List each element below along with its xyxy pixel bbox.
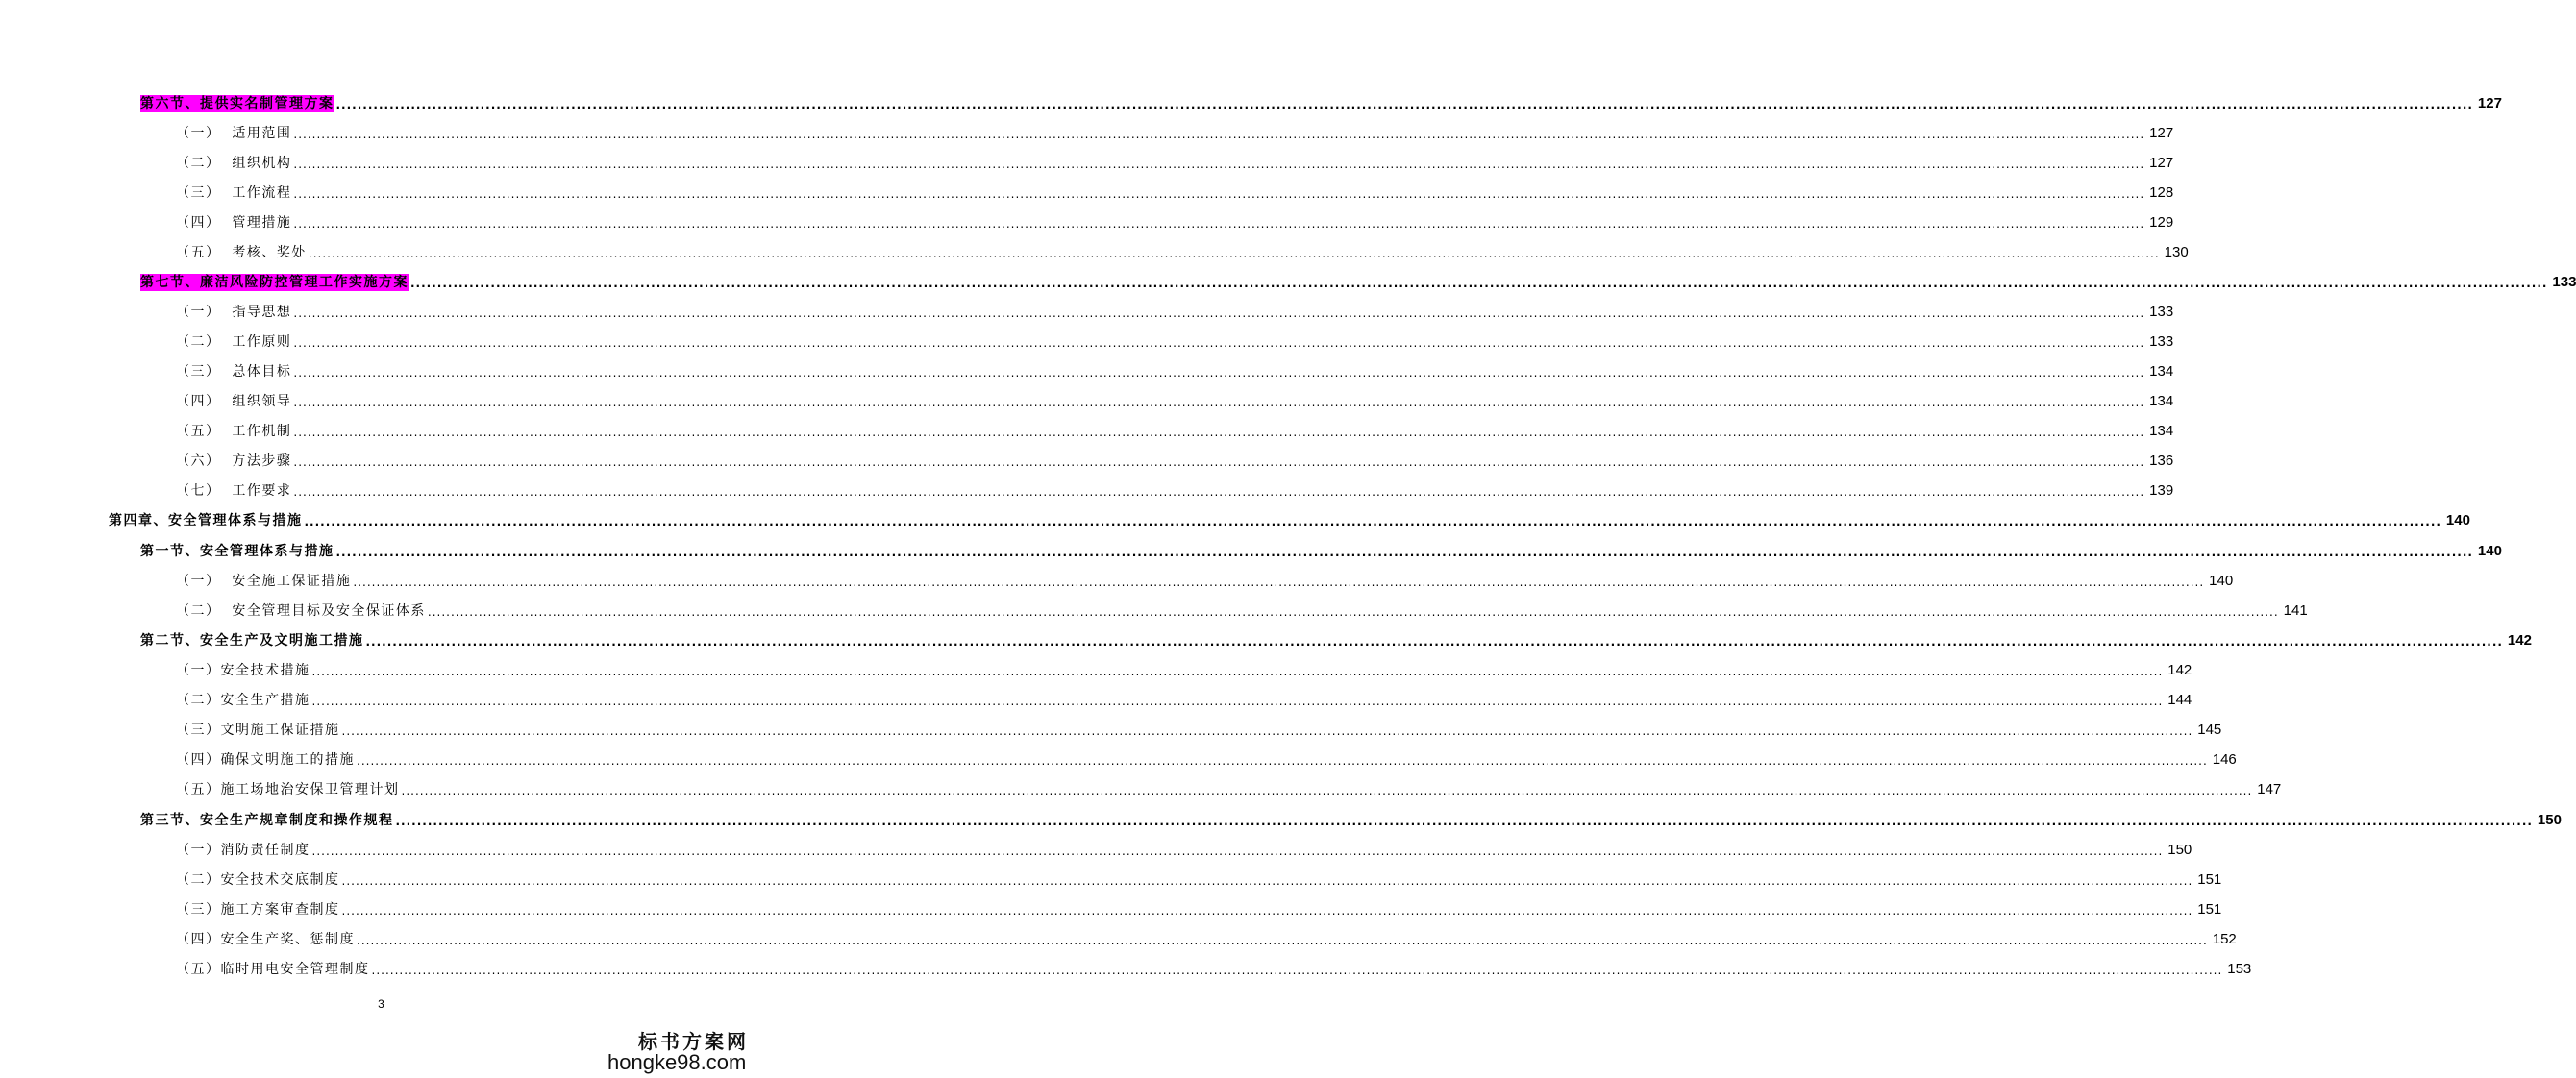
toc-leader-dots: ................................................................................................................................................................................................................................................................................................................................................................................................................ <box>341 724 2193 738</box>
toc-label: （三） 总体目标 <box>176 364 292 380</box>
toc-page-number: 127 <box>2149 125 2174 141</box>
toc-page-number: 134 <box>2149 393 2174 409</box>
toc-label: （三） 工作流程 <box>176 185 292 201</box>
watermark-url: hongke98.com <box>607 1050 747 1074</box>
toc-page-number: 139 <box>2149 482 2174 499</box>
toc-leader-dots: ................................................................................................................................................................................................................................................................................................................................................................................................................ <box>365 635 2503 649</box>
toc-section[interactable] <box>140 91 2502 112</box>
toc-leader-dots: ................................................................................................................................................................................................................................................................................................................................................................................................................ <box>311 665 2164 678</box>
toc-page-number: 150 <box>2167 842 2192 858</box>
toc-label: （四）确保文明施工的措施 <box>176 752 355 768</box>
toc-item[interactable] <box>176 478 2174 500</box>
toc-item[interactable] <box>176 688 2192 709</box>
toc-item[interactable] <box>176 569 2234 590</box>
toc-leader-dots: ................................................................................................................................................................................................................................................................................................................................................................................................................ <box>357 754 2208 768</box>
toc-leader-dots: ................................................................................................................................................................................................................................................................................................................................................................................................................ <box>427 605 2279 619</box>
toc-page-number: 151 <box>2197 871 2222 888</box>
toc-leader-dots: ................................................................................................................................................................................................................................................................................................................................................................................................................ <box>293 396 2145 409</box>
toc-label: （二） 安全管理目标及安全保证体系 <box>176 603 426 619</box>
toc-page-number: 147 <box>2257 781 2282 797</box>
toc-item[interactable] <box>176 389 2174 410</box>
toc-item[interactable] <box>176 658 2192 679</box>
toc-section[interactable] <box>140 539 2502 560</box>
toc-leader-dots: ................................................................................................................................................................................................................................................................................................................................................................................................................ <box>311 845 2164 858</box>
toc-item[interactable] <box>176 599 2308 620</box>
toc-leader-dots: ................................................................................................................................................................................................................................................................................................................................................................................................................ <box>371 964 2223 977</box>
toc-page-number: 140 <box>2477 543 2502 559</box>
toc-item[interactable] <box>176 897 2222 919</box>
toc-item[interactable] <box>176 151 2174 172</box>
toc-label: （五）施工场地治安保卫管理计划 <box>176 782 400 797</box>
toc-label: （五） 考核、奖处 <box>176 245 307 260</box>
toc-item[interactable] <box>176 868 2222 889</box>
toc-leader-dots: ................................................................................................................................................................................................................................................................................................................................................................................................................ <box>401 784 2253 797</box>
toc-label: （四）安全生产奖、惩制度 <box>176 932 355 947</box>
toc-chapter[interactable] <box>109 508 2470 529</box>
toc-leader-dots: ................................................................................................................................................................................................................................................................................................................................................................................................................ <box>293 366 2145 380</box>
toc-page-number: 127 <box>2149 155 2174 171</box>
toc-page-number: 151 <box>2197 901 2222 918</box>
toc-section[interactable] <box>140 628 2532 649</box>
toc-leader-dots: ................................................................................................................................................................................................................................................................................................................................................................................................................ <box>395 815 2533 828</box>
toc-label: 第四章、安全管理体系与措施 <box>109 513 303 528</box>
toc-item[interactable] <box>176 359 2174 380</box>
toc-label: （二）安全技术交底制度 <box>176 872 340 888</box>
toc-label: （一） 适用范围 <box>176 126 292 141</box>
toc-page-number: 153 <box>2227 961 2252 977</box>
toc-leader-dots: ................................................................................................................................................................................................................................................................................................................................................................................................................ <box>293 158 2145 171</box>
toc-label: （六） 方法步骤 <box>176 453 292 469</box>
toc-page-number: 133 <box>2552 274 2576 290</box>
toc-item[interactable] <box>176 957 2252 978</box>
toc-page-number: 152 <box>2212 931 2237 947</box>
toc-page-number: 133 <box>2149 333 2174 350</box>
toc-item[interactable] <box>176 927 2237 948</box>
toc-item[interactable] <box>176 240 2189 261</box>
toc-label: （二）安全生产措施 <box>176 693 310 708</box>
toc-leader-dots: ................................................................................................................................................................................................................................................................................................................................................................................................................ <box>293 187 2145 201</box>
toc-label: （四） 管理措施 <box>176 215 292 231</box>
toc-label: 第七节、廉洁风险防控管理工作实施方案 <box>140 275 409 290</box>
toc-page-number: 129 <box>2149 214 2174 231</box>
toc-page-number: 142 <box>2167 662 2192 678</box>
toc-item[interactable] <box>176 449 2174 470</box>
toc-section[interactable] <box>140 808 2562 829</box>
toc-page-number: 133 <box>2149 304 2174 320</box>
toc-leader-dots: ................................................................................................................................................................................................................................................................................................................................................................................................................ <box>293 336 2145 350</box>
toc-item[interactable] <box>176 300 2174 321</box>
watermark-logo <box>607 1026 761 1078</box>
toc-label: 第一节、安全管理体系与措施 <box>140 544 334 559</box>
toc-page-number: 127 <box>2477 95 2502 111</box>
toc-leader-dots: ................................................................................................................................................................................................................................................................................................................................................................................................................ <box>311 695 2164 708</box>
toc-label: （二） 工作原则 <box>176 334 292 350</box>
toc-label: （五） 工作机制 <box>176 424 292 439</box>
toc-leader-dots: ................................................................................................................................................................................................................................................................................................................................................................................................................ <box>410 277 2548 290</box>
toc-label: （二） 组织机构 <box>176 156 292 171</box>
toc-leader-dots: ................................................................................................................................................................................................................................................................................................................................................................................................................ <box>341 874 2193 888</box>
toc-page-number: 128 <box>2149 184 2174 201</box>
toc-item[interactable] <box>176 121 2174 142</box>
toc-item[interactable] <box>176 181 2174 202</box>
toc-item[interactable] <box>176 718 2222 739</box>
toc-page-number: 134 <box>2149 423 2174 439</box>
toc-leader-dots: ................................................................................................................................................................................................................................................................................................................................................................................................................ <box>304 515 2441 528</box>
toc-page-number: 140 <box>2445 512 2470 528</box>
toc-item[interactable] <box>176 777 2282 798</box>
toc-page-number: 136 <box>2149 453 2174 469</box>
toc-leader-dots: ................................................................................................................................................................................................................................................................................................................................................................................................................ <box>335 98 2473 111</box>
watermark-title: 标书方案网 <box>638 1030 749 1053</box>
toc-label: （七） 工作要求 <box>176 483 292 499</box>
toc-label: （四） 组织领导 <box>176 394 292 409</box>
toc-label: （一）安全技术措施 <box>176 663 310 678</box>
toc-page-number: 146 <box>2212 751 2237 768</box>
toc-leader-dots: ................................................................................................................................................................................................................................................................................................................................................................................................................ <box>293 455 2145 469</box>
toc-label: 第二节、安全生产及文明施工措施 <box>140 633 364 649</box>
toc-page-number: 130 <box>2164 244 2189 260</box>
toc-label: （三）施工方案审查制度 <box>176 902 340 918</box>
toc-leader-dots: ................................................................................................................................................................................................................................................................................................................................................................................................................ <box>293 217 2145 231</box>
toc-label: （五）临时用电安全管理制度 <box>176 962 370 977</box>
toc-page-number: 150 <box>2537 812 2562 828</box>
toc-label: （三）文明施工保证措施 <box>176 723 340 738</box>
toc-section[interactable] <box>140 270 2576 291</box>
toc-item[interactable] <box>176 419 2174 440</box>
toc-leader-dots: ................................................................................................................................................................................................................................................................................................................................................................................................................ <box>357 934 2208 947</box>
toc-item[interactable] <box>176 210 2174 232</box>
toc-page-number: 140 <box>2209 573 2234 589</box>
toc-page-number: 141 <box>2283 602 2308 619</box>
toc-page-number: 144 <box>2167 692 2192 708</box>
toc-leader-dots: ................................................................................................................................................................................................................................................................................................................................................................................................................ <box>308 247 2160 260</box>
toc-leader-dots: ................................................................................................................................................................................................................................................................................................................................................................................................................ <box>293 485 2145 499</box>
toc-leader-dots: ................................................................................................................................................................................................................................................................................................................................................................................................................ <box>293 128 2145 141</box>
toc-page-number: 134 <box>2149 363 2174 380</box>
toc-item[interactable] <box>176 838 2192 859</box>
toc-label: 第三节、安全生产规章制度和操作规程 <box>140 813 394 828</box>
toc-page-number: 145 <box>2197 722 2222 738</box>
toc-page-number: 142 <box>2507 632 2532 649</box>
toc-leader-dots: ................................................................................................................................................................................................................................................................................................................................................................................................................ <box>293 306 2145 320</box>
page-number: 3 <box>378 997 384 1011</box>
toc-leader-dots: ................................................................................................................................................................................................................................................................................................................................................................................................................ <box>341 904 2193 918</box>
toc-label: （一） 指导思想 <box>176 305 292 320</box>
toc-label: 第六节、提供实名制管理方案 <box>140 96 334 111</box>
toc-leader-dots: ................................................................................................................................................................................................................................................................................................................................................................................................................ <box>353 576 2205 589</box>
toc-label: （一）消防责任制度 <box>176 843 310 858</box>
toc-leader-dots: ................................................................................................................................................................................................................................................................................................................................................................................................................ <box>293 426 2145 439</box>
toc-label: （一） 安全施工保证措施 <box>176 574 352 589</box>
toc-item[interactable] <box>176 330 2174 351</box>
toc-item[interactable] <box>176 747 2237 769</box>
toc-leader-dots: ................................................................................................................................................................................................................................................................................................................................................................................................................ <box>335 546 2473 559</box>
